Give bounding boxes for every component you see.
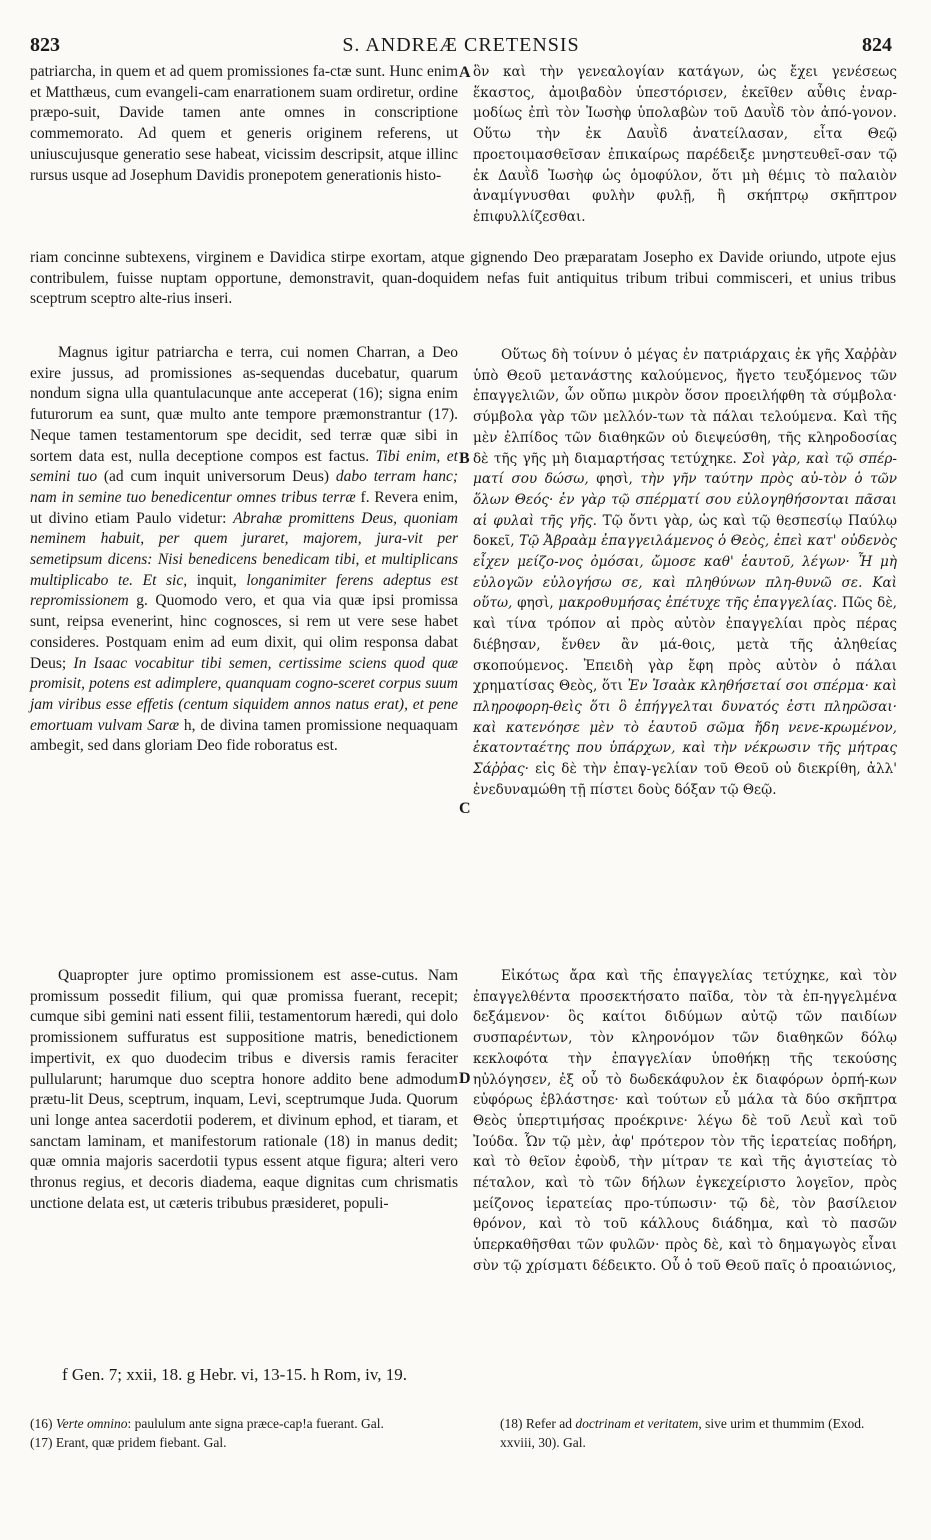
italic-run: Σοὶ γὰρ, καὶ τῷ σπέρ-ματί σου δώσω, [473,450,897,488]
latin-fullwidth-continuation [30,248,896,310]
running-title: S. ANDREÆ CRETENSIS [342,34,580,56]
page-number-left: 823 [30,34,60,56]
greek-paragraph [473,345,897,800]
latin-column-lower [30,966,458,1214]
text-run: (ad cum inquit universorum Deus) [97,468,336,486]
editor-notes-left [30,1415,450,1452]
text-run: g. Quomodo vero, et qua via quæ ipsi promissa sunt, reipsa evenerint, hinc cognosces, si rem ut vere sese habet consideres. Postquam enim ad eum dixit, qui olim responsa dabat Deus; [30,592,458,672]
text-run: Τῷ ὄντι γὰρ, ὡς καὶ τῷ θεσπεσίῳ Παύλῳ δοκεῖ, [473,512,897,550]
text-run: φησὶ, [588,471,641,488]
margin-letter-a: A [459,64,471,81]
italic-run: τὴν γῆν ταύτην πρὸς αὐ-τὸν ὁ τῶν ὅλων Θεός· ἐν γὰρ τῷ σπέρματί σου εὐλογηθήσονται πᾶσαι αἱ φυλαὶ τῆς γῆς. [473,471,897,529]
italic-run: Ἐν Ἰσαὰκ κληθήσεταί σοι σπέρμα· καὶ πληροφορη-θεὶς ὅτι ὃ ἐπήγγελται δυνατός ἐστι πληρῶσαι· καὶ κατενόησε μὲν τὸ ἑαυτοῦ σῶμα ἤδη νενε-κρωμένον, ἑκατονταέτης που ὑπάρχων, καὶ τὴν νέκρωσιν τῆς μήτρας Σάῤῥας· [473,678,897,778]
greek-column-lower [473,966,897,1277]
text-run: h, de divina tamen promissione nequaquam ambegit, sed dans gloriam Deo fide roboratus est. [30,716,458,755]
italic-run: μακροθυμήσας ἐπέτυχε τῆς ἐπαγγελίας. [558,595,838,612]
text-run: (16) [30,1416,56,1431]
greek-paragraph: Εἰκότως ἄρα καὶ τῆς ἐπαγγελίας τετύχηκε, καὶ τὸν ἐπαγγελθέντα προσεκτήσατο παῖδα, τὸν τὰ ἐπ-ηγγελμένα δεξάμενον· ὃς καίτοι διδύμων αὐτῷ τῶν παιδίων συσπαρέντων, τὸν κληρονόμον τῶν διαθηκῶν δόλῳ κεκλοφότα τὴν ἐπαγγελίαν ὑποθήκῃ τῆς τεκούσης ηὐλόγησεν, ἐξ οὗ τὸ δωδεκάφυλον ἐκ διαφόρων ὀρπή-κων εὐφόρως ἐβλάστησε· καὶ τούτων εὖ μάλα τὰ δύο σκῆπτρα Θεὸς ὑπερτιμήσας προέκρινε· λέγω δὲ τοῦ Λευῒ καὶ τοῦ Ἰούδα. Ὧν τῷ μὲν, ἀφ' πρότερον τὸν τῆς ἱερατείας ποδήρη, καὶ τὸ θεῖον ἐφοὺδ, τὴν μίτραν τε καὶ τῆς ἁγιστείας τὸ πέταλον, καὶ τὸ τῶν δήλων ἐγκεχείριστο λογεῖον, πρὸς μείζονος ἱερατείας προ-τύπωσιν· τῷ δὲ, τὸν βασίλειον θρόνον, καὶ τὸ τοῦ κάλλους διάδημα, καὶ τὸ πασῶν ὑπερκαθῆσθαι τῶν φυλῶν· πρὸς δὲ, καὶ τὸ δημαγωγὸς εἶναι σὺν τῷ χρίσματι δέδεικτο. Οὗ ὁ τοῦ Θεοῦ παῖς ὁ προαιώνιος, [473,968,897,1274]
note-18 [500,1415,900,1452]
text-run: inquit, [187,571,247,589]
latin-paragraph: Quapropter jure optimo promissionem est asse-cutus. Nam promissum possedit filium, qui quæ promissa fuerant, recepit; cumque sibi gemini nati essent filii, testamentorum hæredi, qui dolo promissionem suffuratus est suppositione matris, benedictionem impertivit, ex quo duodecim tribus e diversis ramis feraciter pullularunt; harumque duo sceptra honore addito bene admodum prætu-lit Deus, sceptrum, inquam, Levi, sceptrumque Juda. Quorum uni longe antea sacerdotii poderem, et divinum ephod, et tiaram, et sanctam laminam, et manifestorum rationale (18) in manus dedit; quæ omnia majoris sacerdotii typus essent atque figura; alteri vero thronus regius, et decoris diadema, eaque dignitas cum chrismatis unctione delata est, ut cæteris tribubus præsideret, populi- [30,967,458,1212]
margin-letter-b: B [459,450,470,467]
italic-run: Abrahæ promittens Deus, quoniam neminem habuit, per quem juraret, majorem, jura-vit per semetipsum dicens: Nisi benedicens benedicam tibi, et multiplicans multiplicabo te. Et sic, [30,509,458,589]
greek-column-middle [473,345,897,800]
footnote-references: f Gen. 7; xxii, 18. g Hebr. vi, 13-15. h Rom, iv, 19. [62,1365,408,1384]
text-run: Οὕτως δὴ τοίνυν ὁ μέγας ἐν πατριάρχαις ἐκ γῆς Χαῤῥὰν ὑπὸ Θεοῦ μετανάστης καλούμενος, ἤγετο τευξόμενος τῶν ἐπαγγελιῶν, ὧν οὔπω μικρὸν ὅσον προειλήφθη τὰ σύμβολα· σύμβολα γὰρ τῶν μελλόν-των τὰ πάλαι τελούμενα. Καὶ τῆς μὲν ἐλπίδος τῶν διαθηκῶν οὐ διεψεύσθη, τῆς κληροδοσίας δὲ τῆς γῆς μὴ διαμαρτήσας τετύχηκε. [473,347,897,467]
text-run: : paululum ante signa præce-cap!a fuerant. Gal. [127,1416,384,1431]
text-run: φησὶ, [512,595,559,612]
italic-run: doctrinam et veritatem [575,1416,699,1431]
editor-notes-right [500,1415,900,1452]
note-16 [30,1415,450,1434]
text-run: εἰς δὲ τὴν ἐπαγ-γελίαν τοῦ Θεοῦ οὐ διεκρίθη, ἀλλ' ἐνεδυναμώθη τῇ πίστει δοὺς δόξαν τῷ Θεῷ. [473,761,897,798]
latin-column-middle [30,343,458,757]
margin-letter-d: D [459,1070,471,1087]
note-17: (17) Erant, quæ pridem fiebant. Gal. [30,1434,227,1450]
italic-run: dabo terram hanc; nam in semine tuo benedicentur omnes tribus terræ [30,468,458,506]
text-run: Πῶς δὲ, καὶ τίνα τρόπον αἱ πρὸς αὐτὸν ἐπαγγελίαι πρὸς πέρας διέβησαν, ἔνθεν ἂν μά-θοις, μετὰ τῆς ἀληθείας σκοπούμενος. Ἐπειδὴ γὰρ ἔφη πρὸς αὐτὸν ὁ πάλαι χρηματίσας Θεὸς, ὅτι [473,595,897,695]
italic-run: Tibi enim, et semini tuo [30,447,458,486]
italic-run: Τῷ Ἀβραὰμ ἐπαγγειλάμενος ὁ Θεὸς, ἐπεὶ κατ' οὐδενὸς εἶχεν μείζο-νος ὀμόσαι, ὤμοσε καθ' ἑαυτοῦ, λέγων· Ἦ μὴ εὐλογῶν εὐλογήσω σε, καὶ πληθύνων πλη-θυνῶ σε. Καὶ οὕτω, [473,533,897,612]
page-header [30,34,892,62]
greek-paragraph: ὃν καὶ τὴν γενεαλογίαν κατάγων, ὡς ἔχει γενέσεως ἕκαστος, ἀμοιβαδὸν ὑπεστόρισεν, ἐκεῖθεν αὖθις ἐναρ-μοδίως ἐπὶ τὸν Ἰωσὴφ ὑπολαβὼν τοῦ Δαυῒδ τὸν ἀπό-γονον. Οὕτω τὴν ἐκ Δαυῒδ ἀνατείλασαν, εἶτα Θεῷ προετοιμασθεῖσαν ἐπικαίρως παρέδειξε μνηστευθεῖ-σαν τῷ ἐκ Δαυῒδ Ἰωσὴφ ὡς ὁμοφύλον, ὅτι μὴ θέμις τὸ παλαιὸν ἀναμίγνυσθαι φυλὴν φυλῇ, ἢ σκήπτρῳ σκῆπτρον ἐπιφυλλίζεσθαι. [473,64,897,225]
latin-column-top [30,62,458,186]
latin-paragraph: riam concinne subtexens, virginem e Davidica stirpe exortam, atque gignendo Deo præparatam Josepho ex Davide oriundo, utpote ejus contribulem, fuisse nuptam opportune, demonstravit, quan-doquidem nefas fuit antiquitus tribum tribui commisceri, et unius tribus sceptrum sceptro alte-rius inseri. [30,249,896,308]
italic-run: Verte omnino [55,1416,128,1431]
margin-letter-c: C [459,800,471,817]
greek-column-top [473,62,897,228]
text-run: Magnus igitur patriarcha e terra, cui nomen Charran, a Deo exire jussus, ad promissiones as-sequendas ducebatur, quarum nondum signa ulla quantulacunque ante acceperat (16); signa enim futurorum ea sunt, quæ multo ante tempore præmonstrantur (17). Neque tamen testamentorum spe decidit, sed terræ quæ sibi in sortem data est, nulla deceptione compos est factus. [30,344,458,465]
text-run: f. Revera enim, ut divino etiam Paulo videtur: [30,488,458,527]
latin-paragraph [30,343,458,757]
italic-run: In Isaac vocabitur tibi semen, certissime sciens quod quæ promisit, potens est adimplere, quanquam cogno-sceret corpus suum jam viribus esse effetis (centum siquidem annos natus erat), et pene emortuam vulvam Saræ [30,654,459,734]
italic-run: longanimiter ferens adeptus est repromissionem [30,571,459,610]
text-run: (18) Refer ad [500,1416,576,1431]
page-number-right: 824 [862,34,892,56]
text-run: , sive urim et thummim (Exod. xxviii, 30). Gal. [500,1416,865,1450]
latin-paragraph: patriarcha, in quem et ad quem promissiones fa-ctæ sunt. Hunc enim et Matthæus, cum evangeli-cam enarrationem suam ordiretur, ordine præpo-suit, Davide tamen ante omnes in conscriptione commemorato. Ad quem et generis originem referens, ut uniuscujusque generatio sese habeat, vicissim descripsit, atque illinc rursus usque ad Josephum Davidis pronepotem generationis histo- [30,63,458,184]
